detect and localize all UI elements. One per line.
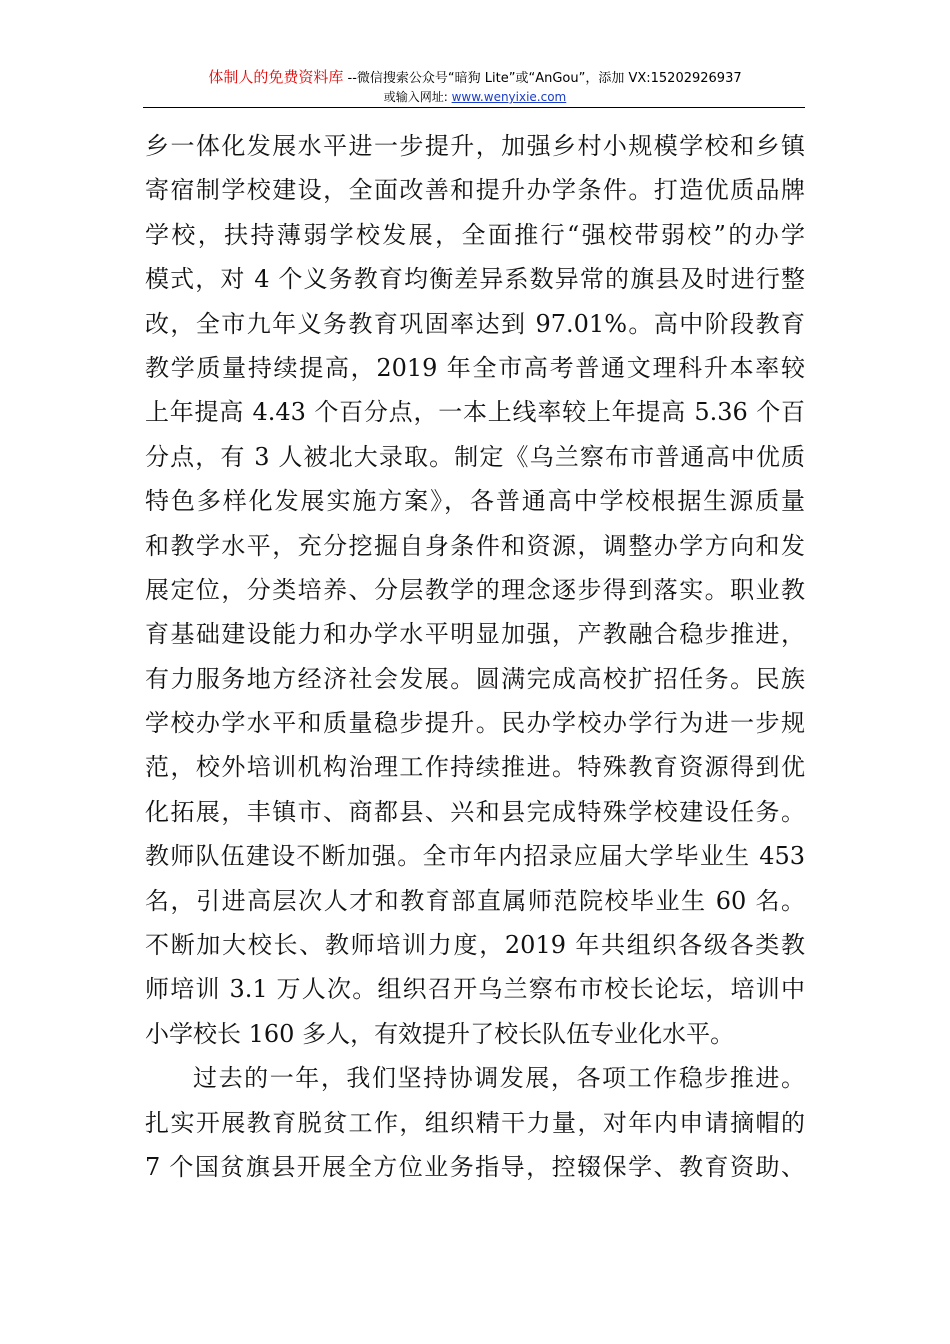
body-line: 名，引进高层次人才和教育部直属师范院校毕业生 60 名。 [145,886,805,915]
header-promo-line [0,68,950,88]
body-line: 师培训 3.1 万人次。组织召开乌兰察布市校长论坛，培训中 [145,975,805,1004]
body-line: 乡一体化发展水平进一步提升，加强乡村小规模学校和乡镇 [145,132,805,160]
body-line: 分点，有 3 人被北大录取。制定《乌兰察布市普通高中优质 [145,442,805,471]
body-line: 特色多样化发展实施方案》，各普通高中学校根据生源质量 [145,487,805,516]
body-line: 和教学水平，充分挖掘自身条件和资源，调整办学方向和发 [145,531,805,560]
body-line: 范，校外培训机构治理工作持续推进。特殊教育资源得到优 [145,753,805,782]
website-prefix: 或输入网址: [383,90,452,104]
body-line: 寄宿制学校建设，全面改善和提升办学条件。打造优质品牌 [145,176,805,205]
body-line: 改，全市九年义务教育巩固率达到 97.01%。高中阶段教育 [145,309,805,338]
brand-name: 体制人的免费资料库 [208,68,344,86]
body-line: 育基础建设能力和办学水平明显加强，产教融合稳步推进， [145,620,805,649]
body-line: 小学校长 160 多人，有效提升了校长队伍专业化水平。 [145,1019,735,1048]
body-line: 7 个国贫旗县开展全方位业务指导，控辍保学、教育资助、 [145,1152,805,1181]
body-line: 教学质量持续提高，2019 年全市高考普通文理科升本率较 [145,353,805,382]
header-website-line [0,89,950,105]
body-line: 学校，扶持薄弱学校发展，全面推行“强校带弱校”的办学 [145,220,805,249]
body-line: 学校办学水平和质量稳步提升。民办学校办学行为进一步规 [145,709,805,738]
body-line: 不断加大校长、教师培训力度，2019 年共组织各级各类教 [145,931,805,960]
promo-text: --微信搜索公众号“暗狗 Lite”或“AnGou”，添加 VX:15202926937 [343,71,742,86]
document-body [145,124,805,1189]
paragraph-first-line: 过去的一年，我们坚持协调发展，各项工作稳步推进。 [193,1064,805,1093]
body-line: 上年提高 4.43 个百分点，一本上线率较上年提高 5.36 个百 [145,398,805,427]
body-line: 模式，对 4 个义务教育均衡差异系数异常的旗县及时进行整 [145,265,805,294]
header-divider [143,107,805,108]
body-line: 教师队伍建设不断加强。全市年内招录应届大学毕业生 453 [145,842,805,871]
page-header [0,0,950,110]
website-link[interactable]: www.wenyixie.com [451,90,567,104]
body-line: 扎实开展教育脱贫工作，组织精干力量，对年内申请摘帽的 [145,1108,805,1137]
body-line: 有力服务地方经济社会发展。圆满完成高校扩招任务。民族 [145,664,805,693]
body-line: 化拓展，丰镇市、商都县、兴和县完成特殊学校建设任务。 [145,797,805,826]
body-line: 展定位，分类培养、分层教学的理念逐步得到落实。职业教 [145,575,805,604]
